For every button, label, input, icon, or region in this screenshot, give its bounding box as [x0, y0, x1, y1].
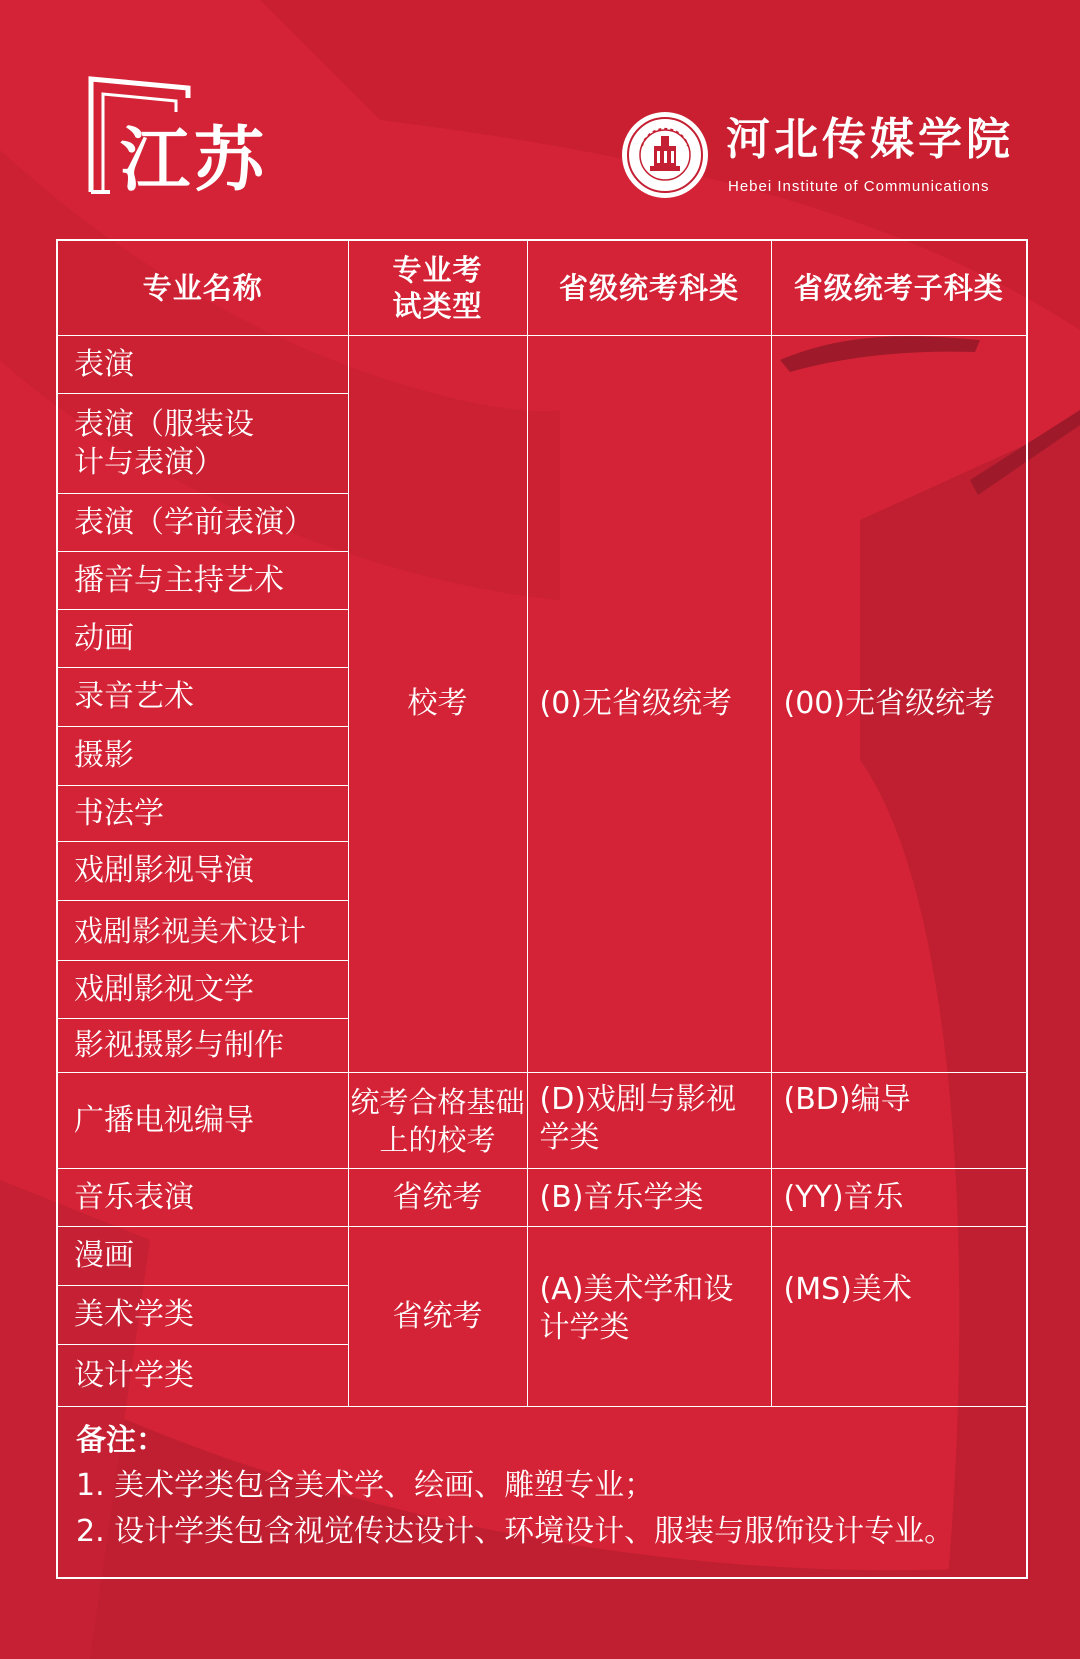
major-cell: 摄影 [58, 727, 348, 786]
header-sub-subject: 省级统考子科类 [771, 241, 1026, 336]
exam-type-cell: 省统考 [348, 1227, 527, 1407]
major-label: 表演（服装设计与表演） [74, 406, 254, 480]
college-name-cn: 河北传媒学院 [726, 114, 1014, 165]
table-header-row [58, 241, 1026, 336]
exam-type-cell: 省统考 [348, 1169, 527, 1227]
table-row [58, 336, 1026, 394]
major-cell: 设计学类 [58, 1345, 348, 1407]
sub-subject-cell: (BD)编导 [771, 1073, 1026, 1169]
subject-cell: (A)美术学和设计学类 [527, 1227, 771, 1407]
province-title: 江苏 [120, 118, 268, 201]
major-cell: 戏剧影视文学 [58, 961, 348, 1019]
major-cell: 录音艺术 [58, 668, 348, 727]
major-cell: 表演 [58, 336, 348, 394]
exam-type-cell: 校考 [348, 336, 527, 1073]
header-subject: 省级统考科类 [527, 241, 771, 336]
subject-cell: (0)无省级统考 [527, 336, 771, 1073]
major-cell: 书法学 [58, 786, 348, 842]
table-row [58, 1227, 1026, 1286]
header-exam-type-label: 专业考试类型 [392, 253, 483, 323]
notes-title: 备注： [76, 1423, 166, 1458]
note-item: 2. 设计学类包含视觉传达设计、环境设计、服装与服饰设计专业。 [76, 1514, 955, 1549]
header-exam-type [348, 241, 527, 336]
sub-subject-cell: (YY)音乐 [771, 1169, 1026, 1227]
subject-cell: (D)戏剧与影视学类 [527, 1073, 771, 1169]
table-row [58, 1169, 1026, 1227]
sub-subject-cell: (MS)美术 [771, 1227, 1026, 1407]
exam-type-cell: 统考合格基础上的校考 [348, 1073, 527, 1169]
college-seal-icon [620, 110, 710, 200]
major-cell: 播音与主持艺术 [58, 552, 348, 610]
major-cell: 动画 [58, 610, 348, 668]
notes-section [58, 1407, 1026, 1555]
major-cell: 广播电视编导 [58, 1073, 348, 1169]
major-cell: 影视摄影与制作 [58, 1019, 348, 1073]
major-cell: 漫画 [58, 1227, 348, 1286]
college-logo [620, 110, 1014, 200]
header-major: 专业名称 [58, 241, 348, 336]
table-row [58, 1073, 1026, 1169]
major-cell: 戏剧影视美术设计 [58, 901, 348, 961]
major-cell: 表演（学前表演） [58, 494, 348, 552]
major-cell [58, 394, 348, 494]
sub-subject-cell: (00)无省级统考 [771, 336, 1026, 1073]
subject-cell: (B)音乐学类 [527, 1169, 771, 1227]
major-cell: 美术学类 [58, 1286, 348, 1345]
note-item: 1. 美术学类包含美术学、绘画、雕塑专业； [76, 1468, 655, 1503]
admission-table [56, 239, 1028, 1579]
major-cell: 音乐表演 [58, 1169, 348, 1227]
college-name-en: Hebei Institute of Communications [728, 178, 990, 195]
major-cell: 戏剧影视导演 [58, 842, 348, 901]
